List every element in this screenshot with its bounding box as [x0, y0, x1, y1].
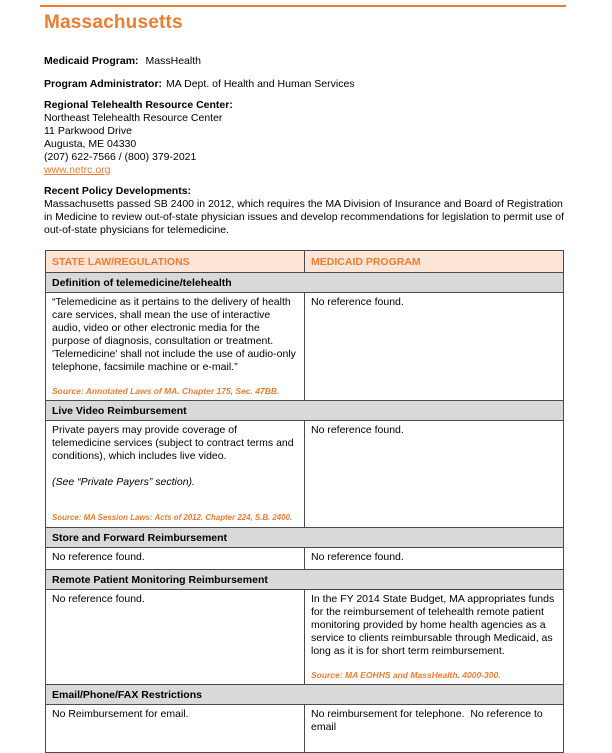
section-row-definition [46, 273, 564, 293]
policy-table [45, 250, 564, 753]
content-row-email-phone-fax [46, 705, 564, 753]
page-title: Massachusetts [44, 12, 183, 33]
recent-policy-label: Recent Policy Developments: [44, 185, 192, 197]
cell-email-medicaid [305, 705, 564, 753]
top-accent-rule [40, 5, 566, 7]
medicaid-program-line [44, 55, 566, 68]
table-header-row [46, 251, 564, 273]
medicaid-program-value: MassHealth [145, 55, 201, 67]
section-title-definition: Definition of telemedicine/telehealth [46, 273, 564, 293]
resource-center-link[interactable]: www.netrc.org [44, 164, 111, 176]
definition-text: “Telemedicine as it pertains to the delivery of health care services, shall mean the use of interactive audio, video or other electronic media for the purpose of diagnosis, consultation or treatment. 'Telemedicine' shall not include the use of audio-only telephone, facsimile machine or e-mail.” [52, 296, 296, 373]
medicaid-program-label: Medicaid Program: [44, 55, 139, 67]
cell-remote-monitoring-medicaid [305, 590, 564, 685]
live-video-text: Private payers may provide coverage of telemedicine services (subject to contract terms and conditions), which includes live video. [52, 424, 294, 462]
email-restriction-text: No Reimbursement for email. [52, 708, 189, 720]
section-title-live-video: Live Video Reimbursement [46, 401, 564, 421]
section-row-live-video [46, 401, 564, 421]
no-reference-text: No reference found. [52, 593, 145, 605]
no-reference-text: No reference found. [311, 296, 404, 308]
section-title-store-forward: Store and Forward Reimbursement [46, 528, 564, 548]
recent-policy-text: Massachusetts passed SB 2400 in 2012, which requires the MA Division of Insurance and Board of Registration in Medicine to review out-of-state physician issues and develop recommendations for legislation to permit use of out-of-state physicians for telemedicine. [44, 198, 565, 236]
content-row-remote-monitoring [46, 590, 564, 685]
no-reference-text: No reference found. [311, 551, 404, 563]
resource-center-street: 11 Parkwood Drive [44, 125, 132, 137]
section-row-remote-monitoring [46, 570, 564, 590]
resource-center-city: Augusta, ME 04330 [44, 138, 137, 150]
section-title-remote-monitoring: Remote Patient Monitoring Reimbursement [46, 570, 564, 590]
section-row-email-phone-fax [46, 685, 564, 705]
program-administrator-line [44, 78, 566, 91]
cell-store-forward-medicaid [305, 548, 564, 570]
source-citation: Source: MA EOHHS and MassHealth. 4000-300. [311, 670, 501, 680]
content-row-live-video [46, 421, 564, 528]
no-reference-text: No reference found. [311, 424, 404, 436]
program-administrator-value: MA Dept. of Health and Human Services [166, 78, 355, 90]
cell-email-state-law [46, 705, 305, 753]
remote-monitoring-text: In the FY 2014 State Budget, MA appropriates funds for the reimbursement of telehealth remote patient monitoring provided by home health agencies as a service to clients reimbursable through Medicaid, as long as it is for short term reimbursement. [311, 593, 555, 657]
cell-live-video-medicaid [305, 421, 564, 528]
cell-remote-monitoring-state-law [46, 590, 305, 685]
cell-definition-state-law [46, 293, 305, 401]
column-header-medicaid-program: MEDICAID PROGRAM [305, 251, 564, 273]
program-administrator-label: Program Administrator: [44, 78, 163, 90]
no-reference-text: No reference found. [52, 551, 145, 563]
cell-store-forward-state-law [46, 548, 305, 570]
cell-live-video-state-law [46, 421, 305, 528]
resource-center-phone: (207) 622-7566 / (800) 379-2021 [44, 151, 197, 163]
source-citation: Source: MA Session Laws: Acts of 2012. Chapter 224, S.B. 2400. [52, 513, 293, 522]
section-title-email-phone-fax: Email/Phone/FAX Restrictions [46, 685, 564, 705]
resource-center-name: Northeast Telehealth Resource Center [44, 112, 223, 124]
cell-definition-medicaid [305, 293, 564, 401]
source-citation: Source: Annotated Laws of MA. Chapter 175, Sec. 47BB. [52, 386, 280, 396]
content-row-store-forward [46, 548, 564, 570]
resource-center-label: Regional Telehealth Resource Center: [44, 99, 233, 111]
column-header-state-law: STATE LAW/REGULATIONS [46, 251, 305, 273]
live-video-note: (See “Private Payers” section). [52, 476, 195, 488]
content-row-definition [46, 293, 564, 401]
phone-restriction-text: No reimbursement for telephone. No reference to email [311, 708, 543, 733]
section-row-store-forward [46, 528, 564, 548]
